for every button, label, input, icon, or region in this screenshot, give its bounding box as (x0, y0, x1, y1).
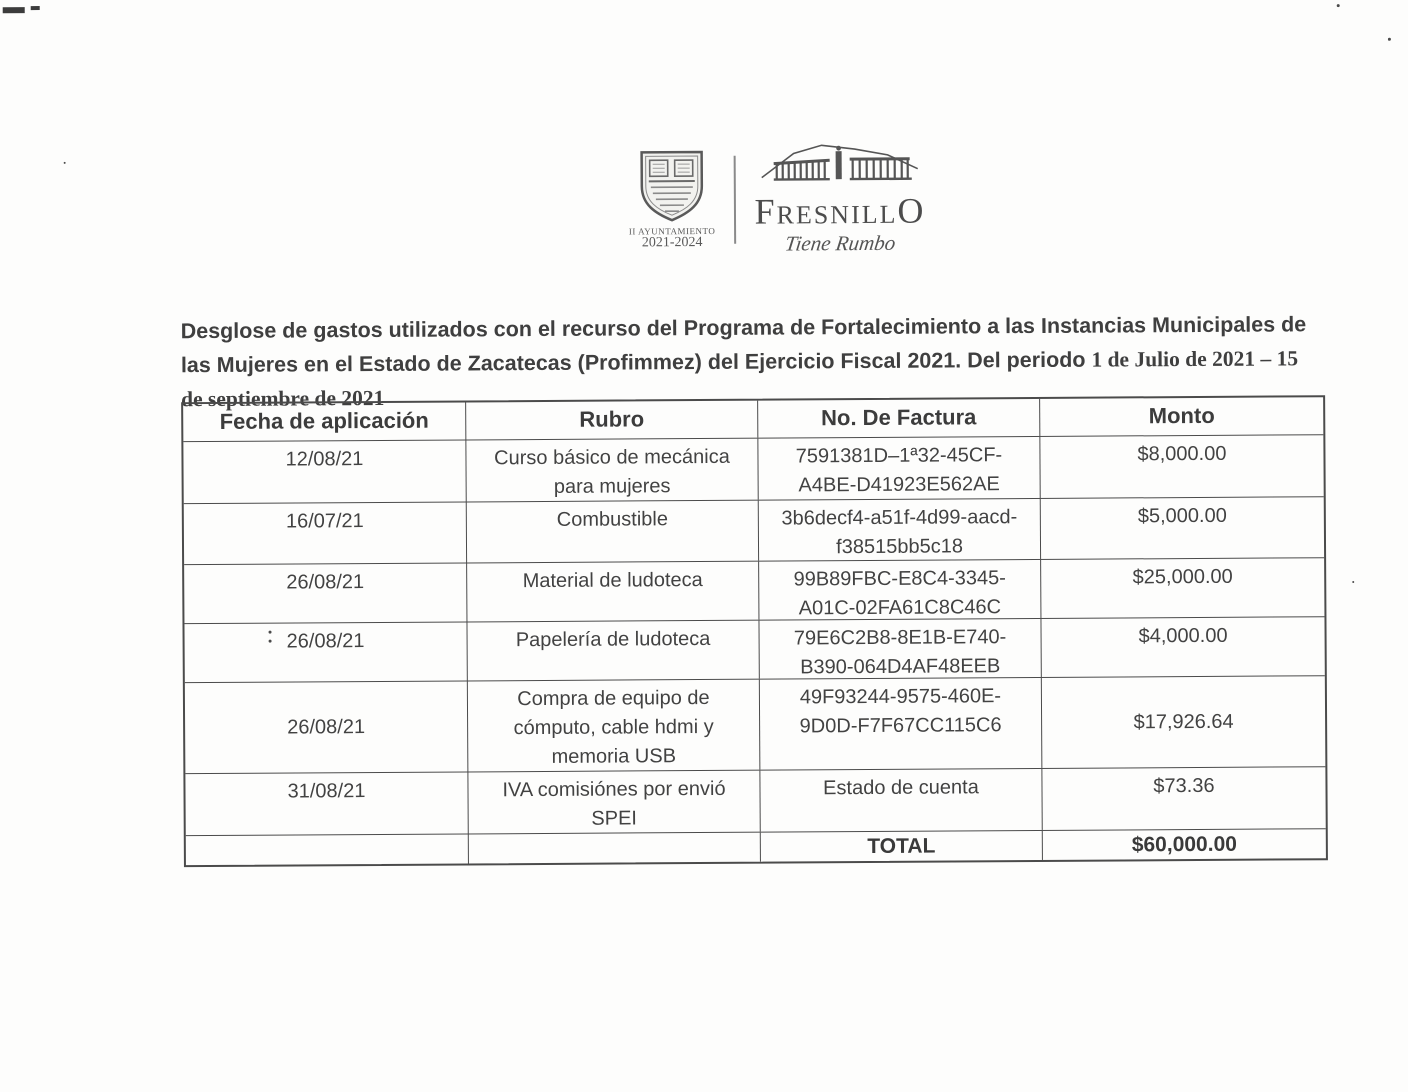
municipal-logo (624, 141, 931, 258)
intro-text-serif: 1 de Julio de 2021 – 15 de septiembre de 2021 (181, 345, 1299, 411)
cell-factura: 3b6decf4-a51f-4d99-aacd- f38515bb5c18 (758, 499, 1040, 561)
cell-rubro: Papelería de ludoteca (466, 621, 758, 681)
cell-rubro: Material de ludoteca (466, 562, 758, 622)
cell-monto: $4,000.00 (1040, 617, 1324, 677)
coat-of-arms-block (624, 148, 721, 252)
cell-factura: 49F93244-9575-460E- 9D0D-F7F67CC115C6 (759, 678, 1042, 770)
total-label: TOTAL (760, 831, 1042, 862)
scan-artifact (3, 7, 25, 13)
cell-fecha: 26/08/21 (286, 571, 365, 594)
scan-speck (269, 631, 272, 634)
crest-caption-line1: II AYUNTAMIENTO (628, 225, 716, 237)
scan-speck (64, 162, 66, 164)
column-header-fecha: Fecha de aplicación (219, 407, 429, 434)
cell-monto: $17,926.64 (1041, 676, 1326, 768)
crest-caption (629, 227, 716, 252)
total-empty-rubro (468, 833, 760, 864)
table-row (184, 558, 1324, 624)
total-value: $60,000.00 (1042, 829, 1326, 860)
cell-monto: $8,000.00 (1039, 435, 1323, 498)
column-header-monto: Monto (1039, 397, 1323, 436)
city-skyline-icon (760, 141, 920, 192)
cell-rubro: Combustible (466, 501, 758, 563)
fresnillo-wordmark-block (750, 141, 931, 257)
scan-speck (1388, 38, 1391, 41)
total-empty-fecha (186, 834, 468, 865)
cell-fecha: 12/08/21 (285, 448, 364, 471)
table-row (184, 617, 1324, 683)
logo-divider (734, 155, 737, 243)
table-row (184, 497, 1324, 565)
cell-factura: 79E6C2B8-8E1B-E740- B390-064D4AF48EEB (758, 619, 1040, 679)
expenses-table (181, 395, 1328, 867)
cell-factura: Estado de cuenta (759, 769, 1041, 832)
wordmark-initial: F (754, 191, 777, 232)
tagline: Tiene Rumbo (783, 230, 897, 256)
cell-fecha: 26/08/21 (287, 715, 366, 739)
column-header-rubro: Rubro (465, 401, 757, 440)
wordmark-final: O (897, 190, 926, 231)
cell-fecha: 16/07/21 (285, 510, 364, 533)
cell-factura: 99B89FBC-E8C4-3345- A01C-02FA61C8C46C (758, 560, 1040, 620)
table-row (183, 435, 1323, 504)
cell-factura: 7591381D–1ª32-45CF- A4BE-D41923E562AE (757, 437, 1039, 500)
total-row (186, 829, 1326, 865)
cell-monto: $5,000.00 (1040, 497, 1324, 559)
cell-rubro: Compra de equipo de cómputo, cable hdmi y memoria USB (467, 680, 760, 772)
cell-rubro: IVA comisiónes por envió SPEI (467, 771, 759, 834)
table-row (185, 767, 1325, 836)
scan-speck (1352, 581, 1354, 583)
cell-fecha: 26/08/21 (286, 630, 365, 653)
intro-text-sans: Desglose de gastos utilizados con el recurso del Programa de Fortalecimiento a las Instancias Municipales de las Mujeres en el Estado de Zacatecas (Profimmez) del Ejercicio Fiscal 2021. Del periodo (180, 311, 1307, 377)
scan-speck (269, 640, 272, 643)
cell-monto: $25,000.00 (1040, 558, 1324, 618)
scan-speck (1337, 4, 1340, 7)
table-row (185, 676, 1326, 774)
crest-caption-line2: 2021-2024 (641, 235, 703, 251)
cell-monto: $73.36 (1041, 767, 1325, 830)
wordmark-text (754, 190, 926, 232)
coat-of-arms-icon (637, 148, 707, 224)
cell-fecha: 31/08/21 (287, 780, 366, 803)
scan-artifact (31, 6, 40, 10)
wordmark-middle: RESNILL (776, 199, 898, 230)
column-header-factura: No. De Factura (757, 399, 1039, 438)
cell-rubro: Curso básico de mecánica para mujeres (465, 439, 757, 502)
